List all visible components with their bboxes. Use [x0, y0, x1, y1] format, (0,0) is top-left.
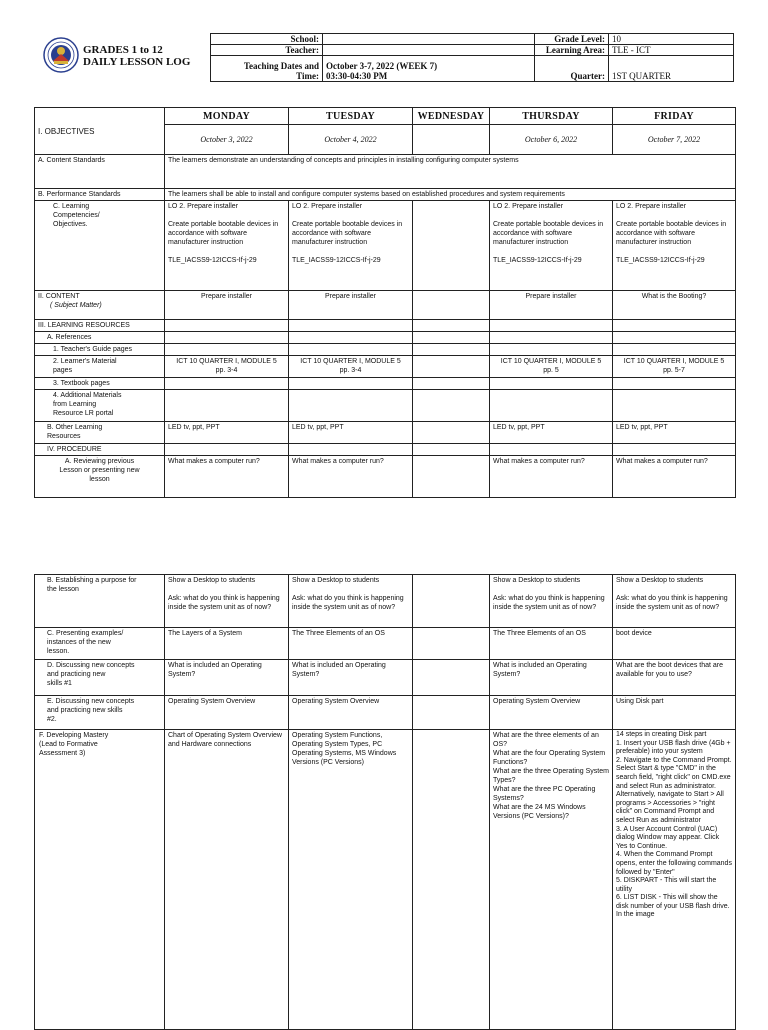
purpose-friday: Show a Desktop to students Ask: what do you think is happening inside the system unit as of now?	[613, 575, 736, 628]
teaching-dates-value-1: October 3-7, 2022 (WEEK 7)	[326, 61, 438, 71]
references-label: A. References	[35, 332, 165, 344]
content-sub-label: ( Subject Matter)	[50, 302, 102, 309]
purpose-monday: Show a Desktop to students Ask: what do you think is happening inside the system unit as of now?	[165, 575, 289, 628]
deped-seal-icon	[43, 37, 79, 73]
examples-tuesday: The Three Elements of an OS	[289, 628, 413, 660]
quarter-value: 1ST QUARTER	[609, 56, 734, 82]
competency-thursday: LO 2. Prepare installer Create portable bootable devices in accordance with software manufacturer instruction TLE_IACSS9-12ICCS-If-j-29	[490, 201, 613, 291]
mastery-friday: 14 steps in creating Disk part 1. Insert your USB flash drive (4Gb + preferable) into your system 2. Navigate to the Command Prompt. Select Start & type "CMD" in the search field, "right click" on CMD.exe and select Run as administrator. Alternatively, navigate to Start > All programs > Accessories > "right click" on Command Prompt and select Run as administrator 3. A User Account Control (UAC) dialog Window may appear. Click Yes to Continue. 4. When the Command Prompt opens, enter the following commands followed by "Enter" 5. DISKPART - This will start the utility 6. LIST DISK - This will show the disk number of your USB flash drive. In the image	[613, 730, 736, 1030]
empty-cell	[165, 390, 289, 422]
day-monday: MONDAY	[165, 108, 289, 125]
content-standards-label: A. Content Standards	[35, 155, 165, 189]
developing-mastery-label: F. Developing Mastery (Lead to Formative Assessment 3)	[35, 730, 165, 1030]
empty-cell	[413, 344, 490, 356]
teaching-dates-value-2: 03:30-04:30 PM	[326, 71, 388, 81]
empty-cell	[165, 320, 289, 332]
empty-cell	[289, 344, 413, 356]
teachers-guide-label: 1. Teacher's Guide pages	[35, 344, 165, 356]
other-resources-label: B. Other Learning Resources	[35, 422, 165, 444]
learners-material-label: 2. Learner's Material pages	[35, 356, 165, 378]
lesson-log-table-page-1	[34, 107, 736, 498]
other-resources-tuesday: LED tv, ppt, PPT	[289, 422, 413, 444]
review-lesson-label: A. Reviewing previous Lesson or presenting new lesson	[35, 456, 165, 498]
discussing-concepts-1-label: D. Discussing new concepts and practicing new skills #1	[35, 660, 165, 696]
content-wednesday	[413, 291, 490, 320]
empty-cell	[413, 390, 490, 422]
empty-cell	[165, 378, 289, 390]
lm-monday: ICT 10 QUARTER I, MODULE 5 pp. 3-4	[165, 356, 289, 378]
empty-cell	[165, 444, 289, 456]
teaching-dates-label	[211, 56, 323, 82]
discussing-1-friday: What are the boot devices that are available for you to use?	[613, 660, 736, 696]
empty-cell	[490, 390, 613, 422]
examples-thursday: The Three Elements of an OS	[490, 628, 613, 660]
textbook-pages-label: 3. Textbook pages	[35, 378, 165, 390]
performance-standards-label: B. Performance Standards	[35, 189, 165, 201]
discussing-2-monday: Operating System Overview	[165, 696, 289, 730]
performance-standards-text: The learners shall be able to install and configure computer systems based on established procedures and system requirements	[165, 189, 736, 201]
mastery-monday: Chart of Operating System Overview and Hardware connections	[165, 730, 289, 1030]
empty-cell	[490, 378, 613, 390]
procedure-label: IV. PROCEDURE	[35, 444, 165, 456]
teaching-dates-value	[323, 56, 535, 82]
day-thursday: THURSDAY	[490, 108, 613, 125]
other-resources-friday: LED tv, ppt, PPT	[613, 422, 736, 444]
grade-level-value: 10	[609, 34, 734, 45]
lm-thursday: ICT 10 QUARTER I, MODULE 5 pp. 5	[490, 356, 613, 378]
content-thursday: Prepare installer	[490, 291, 613, 320]
quarter-label: Quarter:	[535, 56, 609, 82]
competency-tuesday: LO 2. Prepare installer Create portable bootable devices in accordance with software manufacturer instruction TLE_IACSS9-12ICCS-If-j-29	[289, 201, 413, 291]
date-thursday: October 6, 2022	[490, 125, 613, 155]
other-resources-thursday: LED tv, ppt, PPT	[490, 422, 613, 444]
other-resources-monday: LED tv, ppt, PPT	[165, 422, 289, 444]
discussing-2-thursday: Operating System Overview	[490, 696, 613, 730]
establishing-purpose-label: B. Establishing a purpose for the lesson	[35, 575, 165, 628]
empty-cell	[613, 390, 736, 422]
learning-area-label: Learning Area:	[535, 45, 609, 56]
content-standards-text: The learners demonstrate an understanding of concepts and principles in installing configuring computer systems	[165, 155, 736, 189]
review-tuesday: What makes a computer run?	[289, 456, 413, 498]
empty-cell	[490, 444, 613, 456]
review-friday: What makes a computer run?	[613, 456, 736, 498]
empty-cell	[413, 422, 490, 444]
empty-cell	[165, 332, 289, 344]
competency-monday: LO 2. Prepare installer Create portable bootable devices in accordance with software manufacturer instruction TLE_IACSS9-12ICCS-If-j-29	[165, 201, 289, 291]
mastery-thursday: What are the three elements of an OS? What are the four Operating System Functions? What are the three Operating System Types? What are the three PC Operating Systems? What are the 24 MS Windows Versions (PC Versions)?	[490, 730, 613, 1030]
purpose-thursday: Show a Desktop to students Ask: what do you think is happening inside the system unit as of now?	[490, 575, 613, 628]
empty-cell	[413, 332, 490, 344]
teaching-dates-label-1: Teaching Dates and	[243, 61, 319, 71]
lm-tuesday: ICT 10 QUARTER I, MODULE 5 pp. 3-4	[289, 356, 413, 378]
competency-wednesday	[413, 201, 490, 291]
examples-friday: boot device	[613, 628, 736, 660]
discussing-2-tuesday: Operating System Overview	[289, 696, 413, 730]
empty-cell	[289, 332, 413, 344]
content-monday: Prepare installer	[165, 291, 289, 320]
lm-friday: ICT 10 QUARTER I, MODULE 5 pp. 5-7	[613, 356, 736, 378]
examples-monday: The Layers of a System	[165, 628, 289, 660]
title-line-2: DAILY LESSON LOG	[83, 56, 191, 68]
discussing-1-thursday: What is included an Operating System?	[490, 660, 613, 696]
empty-cell	[165, 344, 289, 356]
day-friday: FRIDAY	[613, 108, 736, 125]
empty-cell	[613, 444, 736, 456]
teaching-dates-label-2: Time:	[296, 71, 319, 81]
empty-cell	[413, 660, 490, 696]
review-monday: What makes a computer run?	[165, 456, 289, 498]
grade-level-label: Grade Level:	[535, 34, 609, 45]
content-label: II. CONTENT	[38, 293, 80, 300]
school-value	[323, 34, 535, 45]
empty-cell	[490, 320, 613, 332]
content-label-cell	[35, 291, 165, 320]
day-wednesday: WEDNESDAY	[413, 108, 490, 125]
empty-cell	[413, 730, 490, 1030]
discussing-1-tuesday: What is included an Operating System?	[289, 660, 413, 696]
empty-cell	[289, 378, 413, 390]
empty-cell	[413, 456, 490, 498]
competencies-label: C. Learning Competencies/ Objectives.	[35, 201, 165, 291]
review-thursday: What makes a computer run?	[490, 456, 613, 498]
date-tuesday: October 4, 2022	[289, 125, 413, 155]
lesson-log-table-page-2	[34, 574, 736, 1030]
empty-cell	[613, 378, 736, 390]
learning-resources-label: III. LEARNING RESOURCES	[35, 320, 165, 332]
empty-cell	[289, 390, 413, 422]
document-title	[83, 44, 203, 68]
empty-cell	[613, 344, 736, 356]
date-friday: October 7, 2022	[613, 125, 736, 155]
empty-cell	[413, 628, 490, 660]
empty-cell	[413, 696, 490, 730]
school-label: School:	[211, 34, 323, 45]
title-line-1: GRADES 1 to 12	[83, 44, 163, 56]
empty-cell	[413, 320, 490, 332]
discussing-1-monday: What is included an Operating System?	[165, 660, 289, 696]
teacher-value	[323, 45, 535, 56]
empty-cell	[490, 344, 613, 356]
discussing-concepts-2-label: E. Discussing new concepts and practicing new skills #2.	[35, 696, 165, 730]
empty-cell	[413, 444, 490, 456]
empty-cell	[413, 575, 490, 628]
content-friday: What is the Booting?	[613, 291, 736, 320]
empty-cell	[289, 320, 413, 332]
discussing-2-friday: Using Disk part	[613, 696, 736, 730]
learning-area-value: TLE - ICT	[609, 45, 734, 56]
empty-cell	[613, 332, 736, 344]
empty-cell	[413, 356, 490, 378]
presenting-examples-label: C. Presenting examples/ instances of the new lesson.	[35, 628, 165, 660]
empty-cell	[613, 320, 736, 332]
objectives-heading: I. OBJECTIVES	[35, 108, 165, 155]
empty-cell	[413, 378, 490, 390]
empty-cell	[490, 332, 613, 344]
content-tuesday: Prepare installer	[289, 291, 413, 320]
mastery-tuesday: Operating System Functions, Operating System Types, PC Operating Systems, MS Windows Versions (PC Versions)	[289, 730, 413, 1030]
teacher-label: Teacher:	[211, 45, 323, 56]
date-monday: October 3, 2022	[165, 125, 289, 155]
day-tuesday: TUESDAY	[289, 108, 413, 125]
header-info-table	[210, 33, 734, 82]
purpose-tuesday: Show a Desktop to students Ask: what do you think is happening inside the system unit as of now?	[289, 575, 413, 628]
date-wednesday	[413, 125, 490, 155]
empty-cell	[289, 444, 413, 456]
additional-materials-label: 4. Additional Materials from Learning Resource LR portal	[35, 390, 165, 422]
competency-friday: LO 2. Prepare installer Create portable bootable devices in accordance with software manufacturer instruction TLE_IACSS9-12ICCS-If-j-29	[613, 201, 736, 291]
